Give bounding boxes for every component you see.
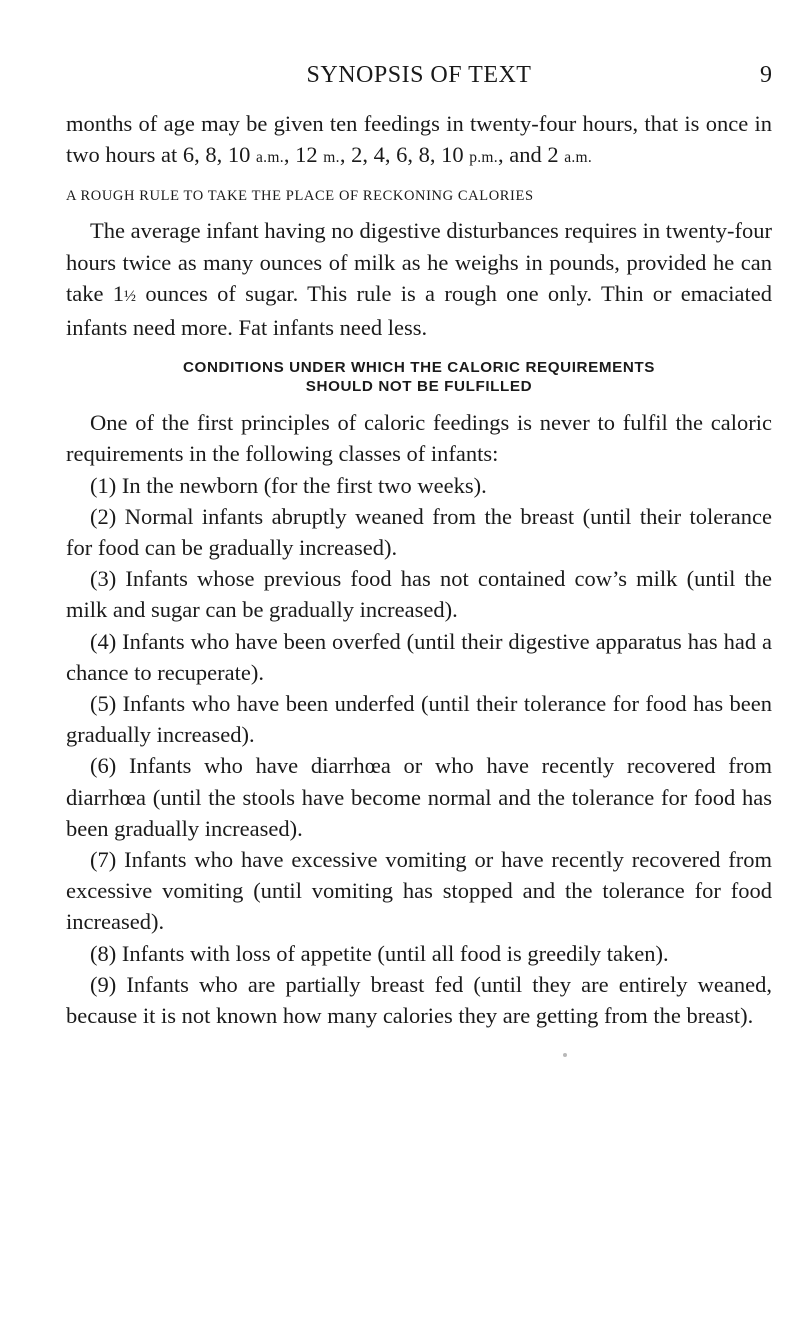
- list-item: (5) Infants who have been underfed (until their tolerance for food has been gradually increased).: [66, 691, 772, 748]
- section-heading-line-1: CONDITIONS UNDER WHICH THE CALORIC REQUIREMENTS: [182, 359, 655, 377]
- intro-text-1: months of age may be given ten feedings in twenty-four hours, that is once in two hours at 6, 8, 10: [66, 111, 772, 168]
- time-pm: p.m.: [469, 149, 498, 167]
- time-noon: m.: [323, 149, 340, 167]
- rough-rule-paragraph: [66, 215, 772, 343]
- section-heading-line-2: SHOULD NOT BE FULFILLED: [305, 378, 533, 396]
- running-title: SYNOPSIS OF TEXT: [306, 62, 532, 88]
- list-item: (8) Infants with loss of appetite (until all food is greedily taken).: [90, 940, 669, 966]
- intro-text-4: , and 2: [497, 142, 565, 168]
- list-item: (2) Normal infants abruptly weaned from the breast (until their tolerance for food can be gradually increased).: [66, 503, 772, 561]
- intro-text-3: , 2, 4, 6, 8, 10: [339, 142, 470, 168]
- intro-text-2: , 12: [283, 142, 324, 168]
- rough-rule-text-b: ounces of sugar. This rule is a rough one only. Thin or emaciated infants need more. Fat infants need less.: [66, 280, 772, 341]
- body-text: [66, 108, 772, 1031]
- rough-rule-text-a: The average infant having no digestive disturbances requires in twenty-four hours twice as many ounces of milk as he weighs in pounds, provided he can take 1: [66, 218, 772, 306]
- section-heading-rough-rule: A ROUGH RULE TO TAKE THE PLACE OF RECKONING CALORIES: [66, 188, 534, 205]
- section-heading-conditions: [66, 358, 772, 396]
- page-speck: [563, 1053, 567, 1057]
- running-head: [66, 62, 772, 94]
- list-item: (3) Infants whose previous food has not contained cow’s milk (until the milk and sugar can be gradually increased).: [66, 566, 772, 623]
- list-item: (9) Infants who are partially breast fed (until they are entirely weaned, because it is not known how many calories they are getting from the breast).: [66, 971, 772, 1029]
- list-item: (1) In the newborn (for the first two weeks).: [90, 472, 487, 498]
- page-number: 9: [760, 62, 772, 88]
- time-am: a.m.: [256, 149, 284, 167]
- list-item: (4) Infants who have been overfed (until their digestive apparatus has had a chance to recuperate).: [66, 628, 772, 685]
- list-item: (7) Infants who have excessive vomiting or have recently recovered from excessive vomiting (until vomiting has stopped and the tolerance for food increased).: [66, 847, 772, 935]
- fraction-half: ½: [124, 287, 137, 305]
- list-item: (6) Infants who have diarrhœa or who have recently recovered from diarrhœa (until the stools have become normal and the tolerance for food has been gradually increased).: [66, 753, 772, 841]
- conditions-intro-paragraph: One of the first principles of caloric feedings is never to fulfil the caloric requirements in the following classes of infants:: [66, 410, 772, 467]
- intro-paragraph: [66, 108, 772, 173]
- time-am-2: a.m.: [564, 149, 593, 167]
